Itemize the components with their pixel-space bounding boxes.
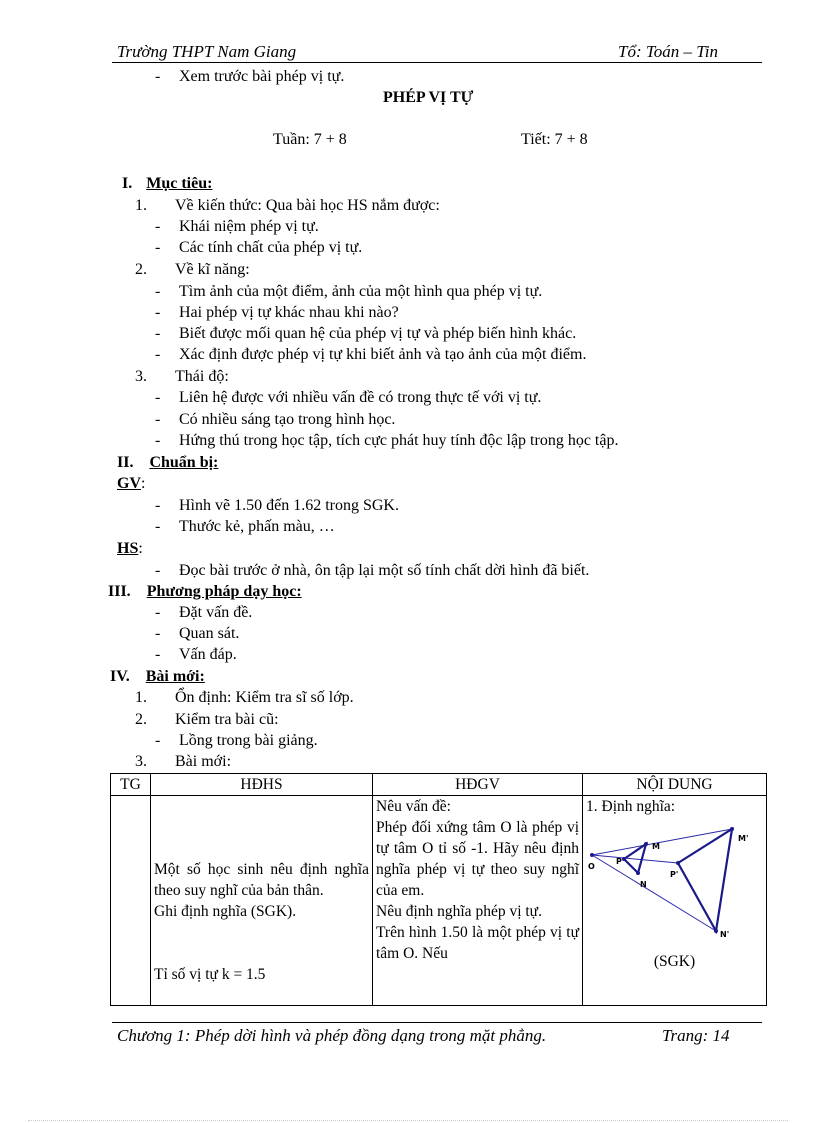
list-item: - Có nhiều sáng tạo trong hình học.: [155, 411, 396, 428]
cell-hdhs: [151, 796, 373, 1006]
list-item: - Liên hệ được với nhiều vấn đề có trong thực tế với vị tự.: [155, 389, 542, 406]
list-item: - Hứng thú trong học tập, tích cực phát huy tính độc lập trong học tập.: [155, 432, 619, 449]
list-item: - Hình vẽ 1.50 đến 1.62 trong SGK.: [155, 497, 399, 514]
lesson-table: [110, 773, 767, 1006]
list-item: - Khái niệm phép vị tự.: [155, 218, 319, 235]
subsection-heading: 3. Thái độ:: [135, 368, 229, 385]
list-item: - Lồng trong bài giảng.: [155, 732, 318, 749]
hdgv-text: Nêu định nghĩa phép vị tự.: [376, 903, 542, 920]
table-header-row: [111, 774, 767, 796]
subsection-heading: 2. Về kĩ năng:: [135, 261, 250, 278]
header-hdhs: HĐHS: [151, 774, 373, 796]
list-item: - Thước kẻ, phấn màu, …: [155, 518, 335, 535]
cell-hdgv: [373, 796, 583, 1006]
label-Mp: M': [738, 834, 749, 843]
list-item: - Đặt vấn đề.: [155, 604, 253, 621]
list-item: - Biết được mối quan hệ của phép vị tự và phép biến hình khác.: [155, 325, 577, 342]
header-rule: [112, 62, 762, 63]
week-label: Tuần: 7 + 8: [273, 131, 347, 148]
period-label: Tiết: 7 + 8: [521, 131, 588, 148]
section-heading: II. Chuẩn bị:: [117, 454, 219, 471]
label-Pp: P': [670, 870, 679, 879]
label-M: M: [652, 842, 660, 851]
hdhs-text: Ghi định nghĩa (SGK).: [154, 903, 297, 920]
chapter-footer: Chương 1: Phép dời hình và phép đồng dạng trong mặt phẳng.: [117, 1026, 547, 1045]
header-hdgv: HĐGV: [373, 774, 583, 796]
page-edge: [28, 1120, 788, 1121]
hs-label: HS:: [117, 540, 143, 557]
section-heading: I. Mục tiêu:: [122, 175, 213, 192]
cell-noidung: [583, 796, 767, 1006]
homothety-figure: [586, 819, 762, 939]
list-item: - Đọc bài trước ở nhà, ôn tập lại một số tính chất dời hình đã biết.: [155, 562, 590, 579]
subsection-heading: 2. Kiểm tra bài cũ:: [135, 711, 279, 728]
hdgv-text: Phép đối xứng tâm O là phép vị tự tâm O tỉ số -1. Hãy nêu định nghĩa phép vị tự theo suy nghĩ của em.: [376, 819, 579, 899]
page-number: Trang: 14: [662, 1026, 730, 1045]
label-Np: N': [720, 930, 730, 939]
list-item: - Xác định được phép vị tự khi biết ảnh và tạo ảnh của một điểm.: [155, 346, 587, 363]
subsection-heading: 3. Bài mới:: [135, 753, 232, 770]
subsection-heading: 1. Ổn định: Kiểm tra sĩ số lớp.: [135, 689, 354, 706]
section-heading: III. Phương pháp dạy học:: [108, 583, 302, 600]
list-item: - Hai phép vị tự khác nhau khi nào?: [155, 304, 399, 321]
header-noidung: NỘI DUNG: [583, 774, 767, 796]
list-item: - Xem trước bài phép vị tự.: [155, 68, 345, 85]
department: Tổ: Toán – Tin: [618, 42, 718, 61]
page-title: PHÉP VỊ TỰ: [383, 89, 474, 106]
table-row: [111, 796, 767, 1006]
footer-rule: [112, 1022, 762, 1023]
cell-tg: [111, 796, 151, 1006]
label-N: N: [640, 880, 647, 889]
hdhs-text: Tỉ số vị tự k = 1.5: [154, 966, 266, 983]
sgk-label: (SGK): [653, 953, 696, 970]
list-item: - Quan sát.: [155, 625, 240, 642]
school-name: Trường THPT Nam Giang: [117, 42, 297, 61]
definition-title: 1. Định nghĩa:: [586, 798, 676, 815]
list-item: - Vấn đáp.: [155, 646, 237, 663]
header-tg: TG: [111, 774, 151, 796]
hdgv-text: Trên hình 1.50 là một phép vị tự tâm O. Nếu: [376, 924, 579, 962]
list-item: - Tìm ảnh của một điểm, ảnh của một hình qua phép vị tự.: [155, 283, 543, 300]
label-O: O: [588, 862, 595, 871]
list-item: - Các tính chất của phép vị tự.: [155, 239, 363, 256]
subsection-heading: 1. Về kiến thức: Qua bài học HS nắm được:: [135, 197, 440, 214]
gv-label: GV:: [117, 475, 146, 492]
label-P: P: [616, 857, 622, 866]
section-heading: IV. Bài mới:: [110, 668, 205, 685]
hdgv-text: Nêu vấn đề:: [376, 798, 451, 815]
hdhs-text: Một số học sinh nêu định nghĩa theo suy nghĩ của bản thân.: [154, 861, 369, 899]
